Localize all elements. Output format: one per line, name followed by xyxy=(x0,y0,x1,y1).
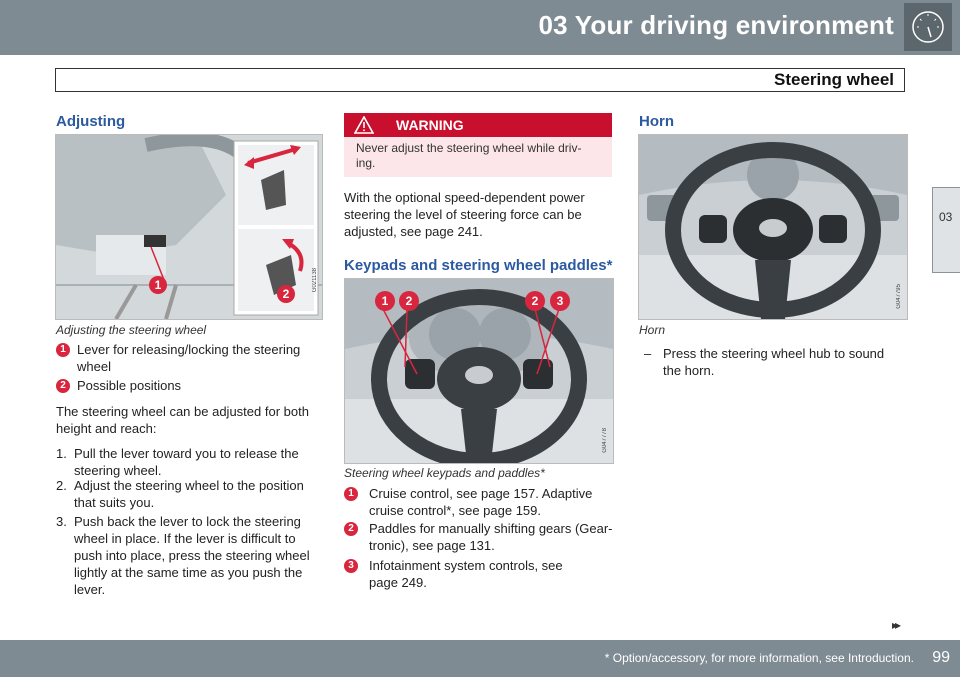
legend-text-1a: Lever for releasing/locking the steering xyxy=(77,342,301,357)
heading-horn: Horn xyxy=(639,113,674,130)
horn-instruction-line-1: Press the steering wheel hub to sound xyxy=(663,346,885,361)
legend-text-1b: wheel xyxy=(77,359,111,374)
step-text-line: lightly at the same time as you push the xyxy=(74,565,303,580)
legend-marker-1: 1 xyxy=(56,343,70,357)
legend-marker-3: 3 xyxy=(344,559,358,573)
callout-1: 1 xyxy=(149,276,167,294)
legend-text-2: Possible positions xyxy=(77,378,182,393)
intro-line-2: height and reach: xyxy=(56,421,157,436)
warning-line-1: Never adjust the steering wheel while driv- xyxy=(356,141,582,155)
chapter-title: 03 Your driving environment xyxy=(538,10,894,40)
para-line-2: steering the level of steering force can be xyxy=(344,207,582,222)
horn-illustration xyxy=(638,134,908,320)
legend-line: tronic), see page 131. xyxy=(369,538,495,553)
legend-marker-2: 2 xyxy=(344,522,358,536)
horn-instruction-line-2: the horn. xyxy=(663,363,715,378)
chapter-tab-label: 03 xyxy=(939,210,953,224)
bullet-dash: – xyxy=(644,346,652,361)
step-text-line: steering wheel. xyxy=(74,463,162,478)
footnote: * Option/accessory, for more information, see Introduction. xyxy=(604,651,914,665)
callout-3: 3 xyxy=(550,291,570,311)
next-page-arrows-icon[interactable]: ▸▸ xyxy=(892,618,899,632)
legend-line: page 249. xyxy=(369,575,427,590)
legend-line: Paddles for manually shifting gears (Gear- xyxy=(369,521,613,536)
warning-box xyxy=(344,113,612,177)
section-title: Steering wheel xyxy=(774,70,894,89)
heading-keypads: Keypads and steering wheel paddles* xyxy=(344,257,613,274)
callout-2: 2 xyxy=(277,285,295,303)
heading-adjusting: Adjusting xyxy=(56,113,126,130)
callout-2: 2 xyxy=(399,291,419,311)
legend-line: cruise control*, see page 159. xyxy=(369,503,541,518)
caption-adjusting: Adjusting the steering wheel xyxy=(56,323,207,337)
legend-line: Cruise control, see page 157. Adaptive xyxy=(369,486,593,501)
step-text-line: lever. xyxy=(74,582,106,597)
legend-marker-1: 1 xyxy=(344,487,358,501)
step-number: 3. xyxy=(56,514,67,529)
image-code: G047778 xyxy=(602,428,608,453)
chapter-tab[interactable] xyxy=(932,187,960,273)
para-line-1: With the optional speed-dependent power xyxy=(344,190,585,205)
callout-2: 2 xyxy=(525,291,545,311)
header-bar xyxy=(0,0,960,55)
warning-icon xyxy=(354,116,374,134)
gauge-icon xyxy=(904,3,952,51)
intro-line-1: The steering wheel can be adjusted for both xyxy=(56,404,309,419)
step-1 xyxy=(56,445,326,481)
step-number: 1. xyxy=(56,446,67,461)
footer-bar xyxy=(0,640,960,677)
step-number: 2. xyxy=(56,478,67,493)
step-text-line: Push back the lever to lock the steering xyxy=(74,514,301,529)
caption-horn: Horn xyxy=(639,323,666,337)
warning-line-2: ing. xyxy=(356,156,376,170)
section-header xyxy=(55,68,905,92)
step-text-line: Pull the lever toward you to release the xyxy=(74,446,299,461)
step-text-line: push into place, press the steering wheel xyxy=(74,548,310,563)
caption-keypads: Steering wheel keypads and paddles* xyxy=(344,466,545,480)
warning-title: WARNING xyxy=(396,117,464,133)
callout-1: 1 xyxy=(375,291,395,311)
step-3 xyxy=(56,513,326,603)
legend-marker-2: 2 xyxy=(56,379,70,393)
legend-line: Infotainment system controls, see xyxy=(369,558,563,573)
para-line-3: adjusted, see page 241. xyxy=(344,224,483,239)
warning-text xyxy=(356,141,606,171)
page-number: 99 xyxy=(932,649,950,666)
step-text-line: that suits you. xyxy=(74,495,155,510)
image-code: G047795 xyxy=(896,284,902,309)
step-text-line: wheel in place. If the lever is difficult to xyxy=(74,531,296,546)
image-code: G021138 xyxy=(312,268,318,293)
step-2 xyxy=(56,477,326,513)
warning-header xyxy=(344,113,612,137)
step-text-line: Adjust the steering wheel to the position xyxy=(74,478,304,493)
